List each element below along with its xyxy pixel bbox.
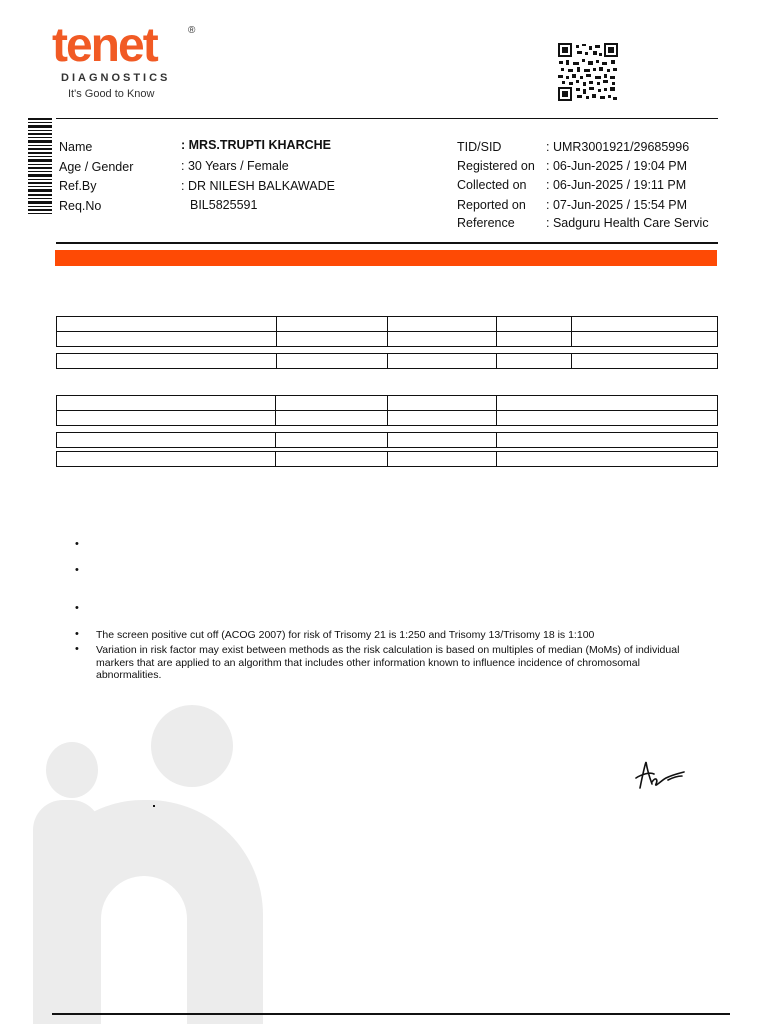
results-table-1 <box>56 316 718 347</box>
age-gender-label: Age / Gender <box>59 160 134 174</box>
table-row <box>57 411 718 426</box>
brand-subtitle: DIAGNOSTICS <box>61 72 171 84</box>
results-table-5 <box>56 451 718 467</box>
collected-on-label: Collected on <box>457 178 527 192</box>
footer-rule <box>52 1013 730 1015</box>
name-value: : MRS.TRUPTI KHARCHE <box>181 138 331 152</box>
table-row <box>57 452 718 467</box>
brand-tagline: It's Good to Know <box>68 88 155 100</box>
table-row <box>57 396 718 411</box>
registered-on-value: : 06-Jun-2025 / 19:04 PM <box>546 159 688 173</box>
results-table-2 <box>56 353 718 369</box>
bullet-3: • <box>75 602 79 614</box>
ref-by-value: : DR NILESH BALKAWADE <box>181 179 335 193</box>
watermark-dot-left <box>46 742 98 798</box>
bullet-5: • <box>75 643 79 655</box>
req-no-value: BIL5825591 <box>190 198 258 212</box>
age-gender-value: : 30 Years / Female <box>181 159 289 173</box>
signature-icon <box>632 758 688 794</box>
ref-by-label: Ref.By <box>59 179 97 193</box>
note-variation: Variation in risk factor may exist between methods as the risk calculation is based on multiples of median (MoMs) of individual markers that are applied to an algorithm that includes other information known to influence incidence of chromosomal abnormalities. <box>96 644 680 681</box>
table-row <box>57 354 718 369</box>
bullet-1: • <box>75 538 79 550</box>
watermark-dot-right <box>151 705 233 787</box>
watermark-arch-cut <box>101 876 187 1024</box>
qr-code-icon <box>558 43 618 101</box>
reference-value: : Sadguru Health Care Servic <box>546 216 709 230</box>
section-bar <box>55 250 717 266</box>
tid-sid-label: TID/SID <box>457 140 502 154</box>
req-no-label: Req.No <box>59 199 102 213</box>
table-row <box>57 317 718 332</box>
collected-on-value: : 06-Jun-2025 / 19:11 PM <box>546 178 687 192</box>
barcode-icon <box>28 118 52 214</box>
tid-sid-value: : UMR3001921/29685996 <box>546 140 690 154</box>
stray-dot <box>153 805 155 807</box>
bullet-4: • <box>75 628 79 640</box>
table-row <box>57 433 718 448</box>
reported-on-label: Reported on <box>457 198 526 212</box>
name-label: Name <box>59 140 93 154</box>
bullet-2: • <box>75 564 79 576</box>
results-table-3 <box>56 395 718 426</box>
registered-mark: ® <box>188 25 196 36</box>
reported-on-value: : 07-Jun-2025 / 15:54 PM <box>546 198 688 212</box>
results-table-4 <box>56 432 718 448</box>
brand-logo: tenet <box>52 19 157 72</box>
header-top-rule <box>56 118 718 119</box>
table-row <box>57 332 718 347</box>
note-cutoff: The screen positive cut off (ACOG 2007) for risk of Trisomy 21 is 1:250 and Trisomy 13/Trisomy 18 is 1:100 <box>96 629 595 641</box>
reference-label: Reference <box>457 216 515 230</box>
registered-on-label: Registered on <box>457 159 535 173</box>
header-bottom-rule <box>56 242 718 244</box>
